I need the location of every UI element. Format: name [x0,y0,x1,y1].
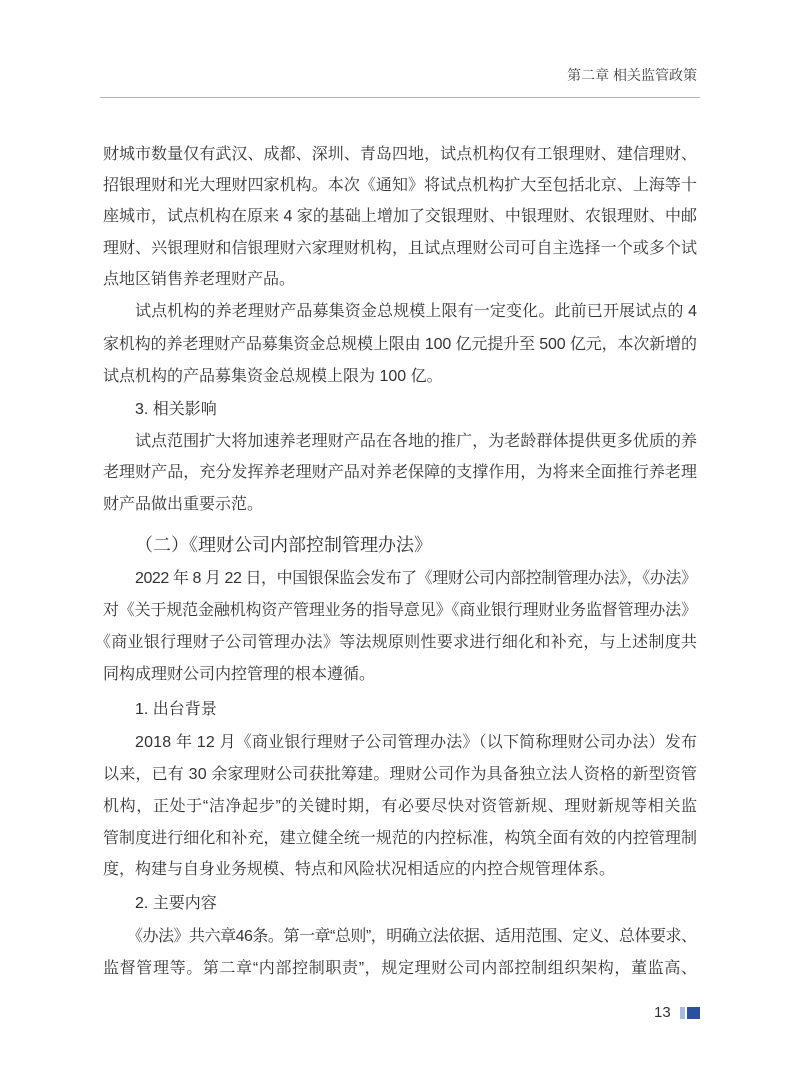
body-text-line: 度，构建与自身业务规模、特点和风险状况相适应的内控合规管理体系。 [103,861,616,878]
body-text-line: 财产品做出重要示范。 [103,496,264,513]
body-text-line: 家机构的养老理财产品募集资金总规模上限由 100 亿元提升至 500 亿元，本次新增的 [103,336,697,353]
running-header-title: 第二章 相关监管政策 [567,67,697,83]
body-text-line: 座城市，试点机构在原来 4 家的基础上增加了交银理财、中银理财、农银理财、中邮 [103,208,697,225]
body-text-line: 管制度进行细化和补充，建立健全统一规范的内控标准，构筑全面有效的内控管理制 [103,830,698,847]
subheading: 3. 相关影响 [135,401,217,418]
body-text-line: 监督管理等。第二章“内部控制职责”，规定理财公司内部控制组织架构，董监高、 [103,960,698,977]
header-divider [100,97,700,98]
body-text-line: 2022 年 8 月 22 日，中国银保监会发布了《理财公司内部控制管理办法》，《办法》 [135,570,697,587]
body-text-line: 机构，正处于“洁净起步”的关键时期，有必要尽快对资管新规、理财新规等相关监 [103,798,698,815]
body-text-line: 《商业银行理财子公司管理办法》等法规原则性要求进行细化和补充，与上述制度共 [95,634,698,651]
body-text-line: 财城市数量仅有武汉、成都、深圳、青岛四地，试点机构仅有工银理财、建信理财、 [103,146,698,163]
body-text-line: 点地区销售养老理财产品。 [103,271,296,288]
subheading: 1. 出台背景 [135,701,217,718]
section-heading: （二）《理财公司内部控制管理办法》 [135,535,432,555]
body-text-line: 同构成理财公司内控管理的根本遵循。 [103,666,376,683]
body-text-line: 试点范围扩大将加速养老理财产品在各地的推广，为老龄群体提供更多优质的养 [135,433,698,450]
page-marker-dark [687,1007,700,1019]
body-text-line: 《办法》共六章46条。第一章“总则”，明确立法依据、适用范围、定义、总体要求、 [127,928,697,945]
page-marker-light [680,1007,685,1019]
body-text-line: 对《关于规范金融机构资产管理业务的指导意见》《商业银行理财业务监督管理办法》 [103,602,697,619]
body-text-line: 以来，已有 30 余家理财公司获批筹建。理财公司作为具备独立法人资格的新型资管 [103,766,698,783]
body-text-line: 试点机构的产品募集资金总规模上限为 100 亿。 [103,368,443,385]
body-text-line: 试点机构的养老理财产品募集资金总规模上限有一定变化。此前已开展试点的 4 [135,303,698,320]
body-text-line: 理财、兴银理财和信银理财六家理财机构，且试点理财公司可自主选择一个或多个试 [103,240,698,257]
page-number: 13 [654,1004,671,1021]
body-text-line: 招银理财和光大理财四家机构。本次《通知》将试点机构扩大至包括北京、上海等十 [103,177,698,194]
body-text-line: 2018 年 12 月《商业银行理财子公司管理办法》（以下简称理财公司办法）发布 [135,734,698,751]
body-text-line: 老理财产品，充分发挥养老理财产品对养老保障的支撑作用，为将来全面推行养老理 [103,464,698,481]
subheading: 2. 主要内容 [135,895,217,912]
